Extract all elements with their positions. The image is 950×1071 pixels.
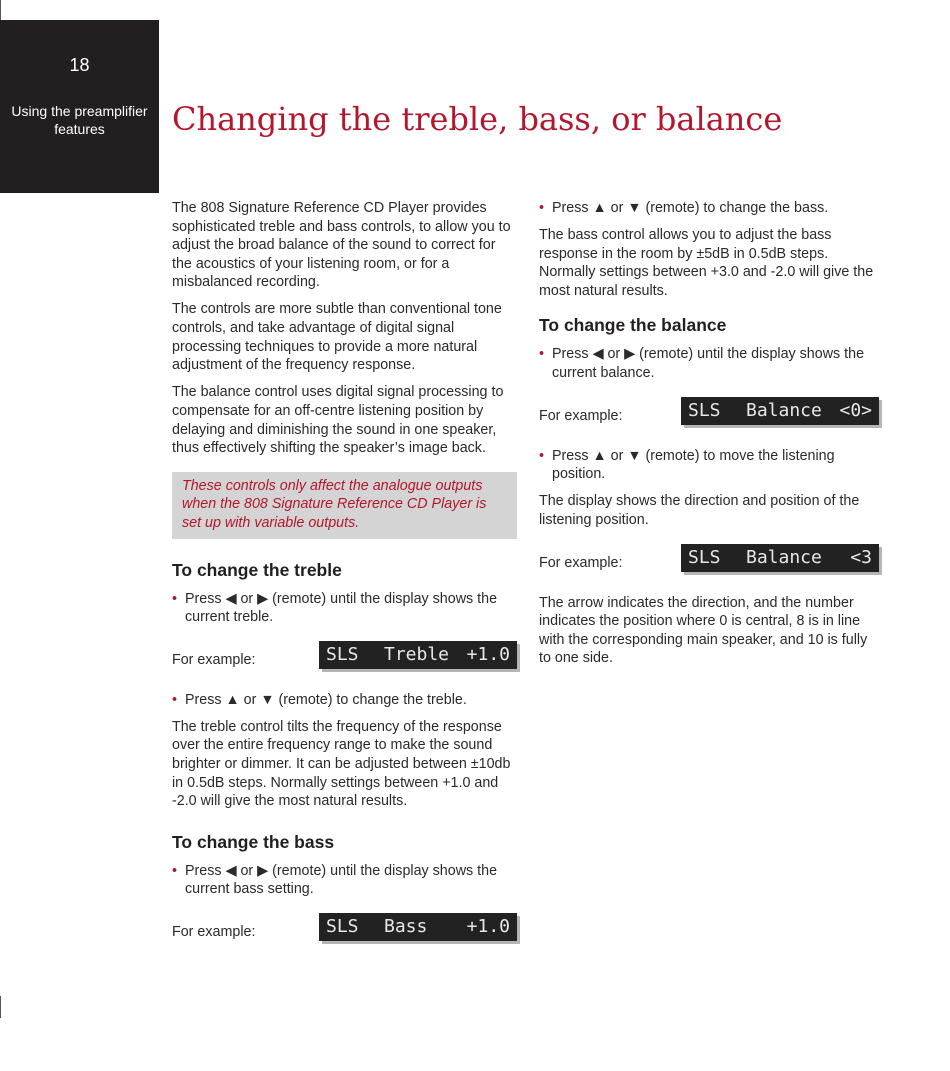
lcd-setting: Balance [746, 546, 822, 568]
page-title: Changing the treble, bass, or balance [172, 100, 783, 138]
bass-step-select [172, 862, 517, 899]
treble-step-adjust [172, 691, 517, 710]
lcd-setting: Balance [746, 399, 822, 421]
example-label: For example: [172, 923, 256, 940]
bullet-text: Press ◀ or ▶ (remote) until the display shows the current balance. [552, 346, 865, 382]
balance-step-select [539, 345, 882, 382]
bullet-text: Press ▲ or ▼ (remote) to change the treble. [185, 691, 467, 708]
note-box: These controls only affect the analogue outputs when the 808 Signature Reference CD Player is set up with variable outputs. [172, 472, 517, 539]
lcd-source: SLS [688, 399, 721, 421]
example-label: For example: [539, 554, 623, 571]
bass-example [172, 913, 517, 951]
bullet-dot: • [539, 346, 545, 363]
balance-example-offset [539, 544, 882, 582]
balance-description: The display shows the direction and position of the listening position. [539, 493, 860, 528]
treble-step-select [172, 590, 517, 627]
lcd-display-bass [319, 913, 517, 941]
lcd-source: SLS [326, 915, 359, 937]
lcd-setting: Treble [384, 643, 450, 665]
intro-paragraph: The 808 Signature Reference CD Player provides sophisticated treble and bass controls, to allow you to adjust the broad balance of the sound to correct for the acoustics of your listening room, or for a misbalanced recording. [172, 200, 511, 291]
example-label: For example: [172, 651, 256, 668]
lcd-value: <0> [839, 399, 872, 421]
intro-paragraph: The balance control uses digital signal processing to compensate for an off-centre listening position by delaying and diminishing the sound in one speaker, thus effectively shifting the speaker’s image back. [172, 384, 504, 457]
sidebar-tab [0, 20, 159, 193]
bass-description: The bass control allows you to adjust the bass response in the room by ±5dB in 0.5dB steps. Normally settings between +3.0 and -2.0 will give the most natural results. [539, 227, 874, 299]
right-column [539, 199, 882, 676]
treble-example [172, 641, 517, 679]
crop-mark-bottom [0, 996, 1, 1018]
intro-paragraph: The controls are more subtle than conventional tone controls, and take advantage of digital signal processing techniques to provide a more natural adjustment of the frequency response. [172, 301, 502, 374]
treble-heading: To change the treble [172, 559, 342, 580]
bass-step-adjust [539, 199, 882, 218]
lcd-source: SLS [326, 643, 359, 665]
lcd-value: +1.0 [466, 915, 510, 937]
left-column [172, 199, 517, 963]
balance-step-adjust [539, 447, 882, 484]
bullet-text: Press ◀ or ▶ (remote) until the display shows the current bass setting. [185, 862, 498, 898]
lcd-value: <3 [850, 546, 872, 568]
bullet-text: Press ◀ or ▶ (remote) until the display shows the current treble. [185, 590, 498, 626]
bullet-dot: • [172, 691, 178, 708]
lcd-display-treble [319, 641, 517, 669]
lcd-display-balance [681, 397, 879, 425]
bullet-dot: • [539, 200, 545, 216]
bullet-dot: • [172, 590, 178, 607]
bass-heading: To change the bass [172, 831, 335, 852]
treble-description: The treble control tilts the frequency of the response over the entire frequency range to make the sound brighter or dimmer. It can be adjusted between ±10db in 0.5dB steps. Normally settings between +1.0 and -2.0 will give the most natural results. [172, 718, 511, 810]
lcd-value: +1.0 [466, 643, 510, 665]
lcd-display-balance-offset [681, 544, 879, 572]
balance-example-centre [539, 397, 882, 435]
example-label: For example: [539, 407, 623, 424]
bullet-text: Press ▲ or ▼ (remote) to change the bass. [552, 200, 829, 216]
crop-mark-top [0, 0, 1, 22]
lcd-source: SLS [688, 546, 721, 568]
lcd-setting: Bass [384, 915, 428, 937]
page-number: 18 [69, 55, 90, 75]
bullet-dot: • [172, 862, 178, 879]
balance-explanation: The arrow indicates the direction, and the number indicates the position where 0 is central, 8 is in line with the corresponding main speaker, and 10 is fully to one side. [539, 594, 868, 667]
section-name: Using the preamplifier features [11, 103, 148, 137]
bullet-dot: • [539, 447, 545, 464]
balance-heading: To change the balance [539, 315, 727, 336]
bullet-text: Press ▲ or ▼ (remote) to move the listening position. [552, 447, 835, 483]
